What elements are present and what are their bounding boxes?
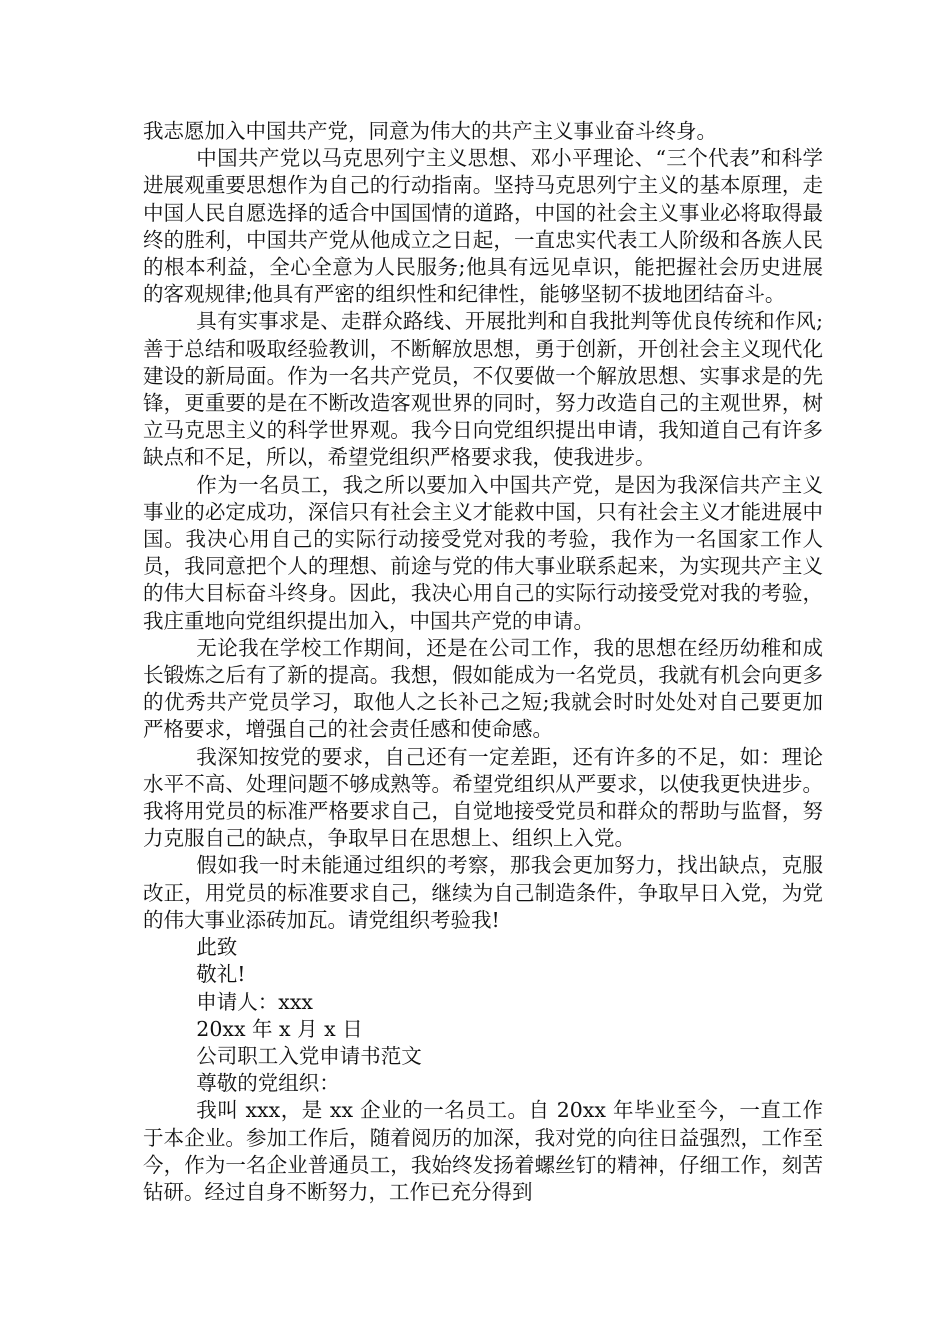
paragraph-4: 作为一名员工，我之所以要加入中国共产党，是因为我深信共产主义事业的必定成功，深信只有社会主义才能救中国，只有社会主义才能进展中国。我决心用自己的实际行动接受党对我的考验，我作为一名国家工作人员，我同意把个人的理想、前途与党的伟大事业联系起来，为实现共产主义的伟大目标奋斗终身。因此，我决心用自己的实际行动接受党对我的考验，我庄重地向党组织提出加入，中国共产党的申请。 xyxy=(143,472,823,633)
letter-date: 20xx 年 x 月 x 日 xyxy=(196,1016,363,1041)
closing-salutation-1: 此致 xyxy=(196,935,238,960)
applicant-signature: 申请人：xxx xyxy=(196,989,313,1014)
paragraph-6: 我深知按党的要求，自己还有一定差距，还有许多的不足，如：理论水平不高、处理问题不够成熟等。希望党组织从严要求，以使我更快进步。我将用党员的标准严格要求自己，自觉地接受党员和群众的帮助与监督，努力克服自己的缺点，争取早日在思想上、组织上入党。 xyxy=(143,744,823,851)
paragraph-2: 中国共产党以马克思列宁主义思想、邓小平理论、“三个代表”和科学进展观重要思想作为自己的行动指南。坚持马克思列宁主义的基本原理，走中国人民自愿选择的适合中国国情的道路，中国的社会主义事业必将取得最终的胜利，中国共产党从他成立之日起，一直忠实代表工人阶级和各族人民的根本利益，全心全意为人民服务;他具有远见卓识，能把握社会历史进展的客观规律;他具有严密的组织性和纪律性，能够坚韧不拔地团结奋斗。 xyxy=(143,146,823,307)
second-letter-title: 公司职工入党申请书范文 xyxy=(196,1043,422,1068)
second-letter-greeting: 尊敬的党组织： xyxy=(196,1071,340,1096)
paragraph-7: 假如我一时未能通过组织的考察，那我会更加努力，找出缺点，克服改正，用党员的标准要求自己，继续为自己制造条件，争取早日入党，为党的伟大事业添砖加瓦。请党组织考验我! xyxy=(143,853,823,932)
second-letter-body: 我叫 xxx，是 xx 企业的一名员工。自 20xx 年毕业至今，一直工作于本企业。参加工作后，随着阅历的加深，我对党的向往日益强烈，工作至今，作为一名企业普通员工，我始终发扬着螺丝钉的精神，仔细工作，刻苦钻研。经过自身不断努力，工作已充分得到 xyxy=(143,1098,823,1204)
document-page xyxy=(143,118,823,1206)
paragraph-5: 无论我在学校工作期间，还是在公司工作，我的思想在经历幼稚和成长锻炼之后有了新的提高。我想，假如能成为一名党员，我就有机会向更多的优秀共产党员学习，取他人之长补己之短;我就会时时处处对自己要更加严格要求，增强自己的社会责任感和使命感。 xyxy=(143,635,823,742)
closing-salutation-2: 敬礼! xyxy=(196,962,246,987)
paragraph-1: 我志愿加入中国共产党，同意为伟大的共产主义事业奋斗终身。 xyxy=(143,119,717,143)
paragraph-3: 具有实事求是、走群众路线、开展批判和自我批判等优良传统和作风;善于总结和吸取经验教训，不断解放思想，勇于创新，开创社会主义现代化建设的新局面。作为一名共产党员，不仅要做一个解放思想、实事求是的先锋，更重要的是在不断改造客观世界的同时，努力改造自己的主观世界，树立马克思主义的科学世界观。我今日向党组织提出申请，我知道自己有许多缺点和不足，所以，希望党组织严格要求我，使我进步。 xyxy=(143,309,823,470)
